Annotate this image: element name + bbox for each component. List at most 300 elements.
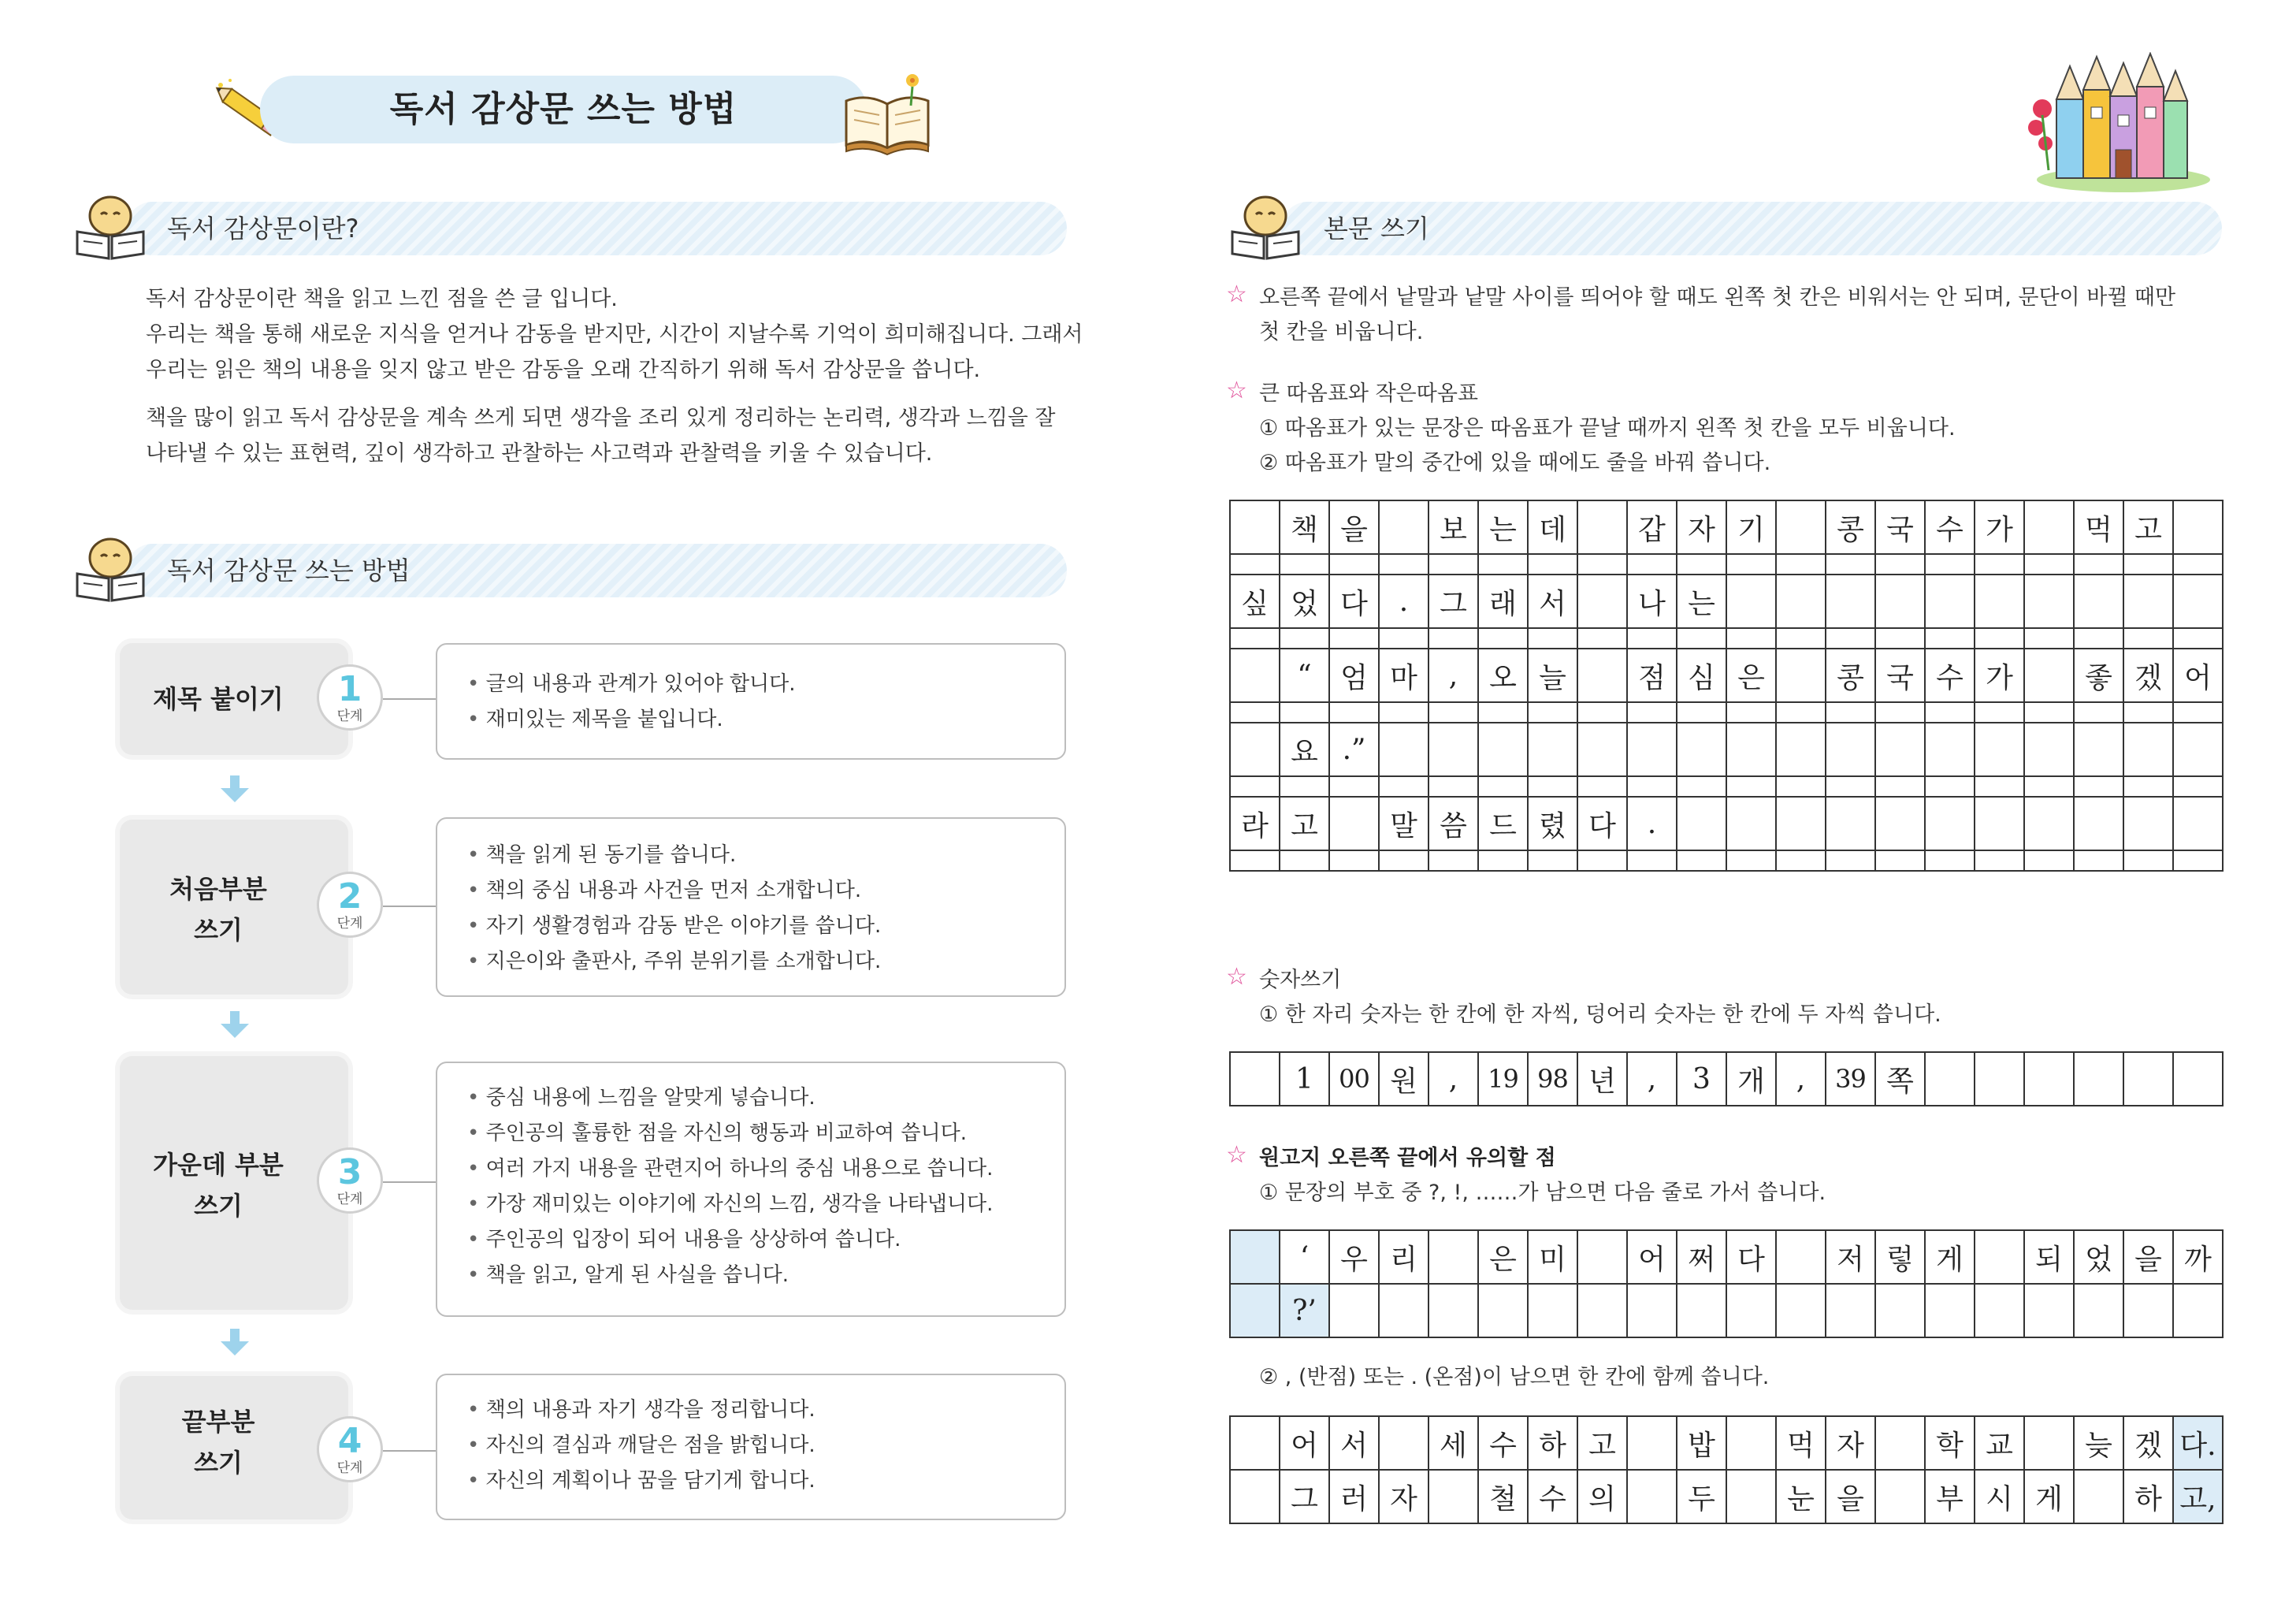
list-item: • 가장 재미있는 이야기에 자신의 느낌, 생각을 나타냅니다. — [467, 1187, 1064, 1222]
grid-cell — [2173, 723, 2223, 776]
grid-spacer-cell — [1677, 628, 1726, 649]
grid-cell — [1826, 575, 1875, 628]
arrow-down-icon — [223, 775, 247, 802]
grid-spacer-row — [1230, 850, 2223, 871]
grid-cell — [1379, 723, 1428, 776]
grid-spacer-cell — [1428, 702, 1478, 723]
grid-cell: 겠 — [2123, 1416, 2173, 1470]
grid-cell — [2074, 797, 2123, 850]
grid-cell: ?’ — [1280, 1284, 1329, 1337]
grid-cell — [2024, 1052, 2074, 1106]
grid-cell: 는 — [1677, 575, 1726, 628]
grid-spacer-cell — [2123, 628, 2173, 649]
grid-spacer-cell — [1677, 850, 1726, 871]
grid-cell: , — [1627, 1052, 1677, 1106]
grid-cell: 수 — [1478, 1416, 1528, 1470]
grid-spacer-cell — [1975, 850, 2024, 871]
grid-cell — [2123, 1284, 2173, 1337]
grid-cell — [1776, 797, 1826, 850]
grid-spacer-cell — [1329, 850, 1379, 871]
step-unit-label: 단계 — [336, 1460, 363, 1476]
grid-spacer-cell — [2123, 776, 2173, 797]
list-item: • 글의 내용과 관계가 있어야 합니다. — [467, 667, 1064, 702]
grid-cell — [1577, 723, 1627, 776]
grid-cell: 그 — [1428, 575, 1478, 628]
grid-spacer-row — [1230, 702, 2223, 723]
grid-cell: 래 — [1478, 575, 1528, 628]
grid-cell: 드 — [1478, 797, 1528, 850]
grid-spacer-cell — [1230, 628, 1280, 649]
rule-2-title: 큰 따옴표와 작은따옴표 — [1259, 381, 1478, 406]
grid-cell: 고 — [1577, 1416, 1627, 1470]
grid-cell: 00 — [1329, 1052, 1379, 1106]
grid-spacer-cell — [1925, 850, 1975, 871]
grid-cell: 서 — [1528, 575, 1577, 628]
grid-spacer-cell — [1528, 628, 1577, 649]
grid-cell — [1875, 1416, 1925, 1470]
grid-cell — [1726, 1470, 1776, 1523]
grid-cell: 콩 — [1826, 649, 1875, 702]
grid-spacer-cell — [1329, 628, 1379, 649]
grid-spacer-cell — [1975, 776, 2024, 797]
grid-cell: 라 — [1230, 797, 1280, 850]
grid-spacer-cell — [1329, 776, 1379, 797]
grid-cell: 하 — [1528, 1416, 1577, 1470]
grid-cell: 세 — [1428, 1416, 1478, 1470]
grid-cell — [1230, 500, 1280, 554]
grid-cell: 1 — [1280, 1052, 1329, 1106]
step-1-number: 1 — [337, 669, 362, 709]
list-item: • 중심 내용에 느낌을 알맞게 넣습니다. — [467, 1080, 1064, 1116]
step-4-description — [436, 1374, 1066, 1520]
grid-cell: 심 — [1677, 649, 1726, 702]
grid-cell — [1726, 1284, 1776, 1337]
grid-cell: . — [1627, 797, 1677, 850]
grid-cell — [1925, 797, 1975, 850]
grid-cell: 어 — [1627, 1230, 1677, 1284]
grid-row — [1230, 649, 2223, 702]
manuscript-grid-punctuation — [1229, 1229, 2224, 1338]
section-title-body: 본문 쓰기 — [1324, 214, 1429, 244]
grid-cell: 수 — [1925, 500, 1975, 554]
grid-cell: 서 — [1329, 1416, 1379, 1470]
grid-spacer-cell — [2024, 628, 2074, 649]
grid-cell: 교 — [1975, 1416, 2024, 1470]
open-book-icon — [840, 69, 934, 156]
grid-cell — [1230, 1470, 1280, 1523]
grid-spacer-cell — [1329, 554, 1379, 575]
step-unit-label: 단계 — [336, 916, 363, 932]
grid-spacer-cell — [1925, 702, 1975, 723]
rule-3-title: 숫자쓰기 — [1259, 968, 1342, 992]
grid-cell: 다 — [1577, 797, 1627, 850]
grid-cell: 하 — [2123, 1470, 2173, 1523]
grid-spacer-cell — [1379, 850, 1428, 871]
grid-cell: 는 — [1478, 500, 1528, 554]
star-icon: ☆ — [1226, 281, 1247, 308]
grid-spacer-cell — [2173, 702, 2223, 723]
grid-cell: 년 — [1577, 1052, 1627, 1106]
step-3-badge — [317, 1147, 383, 1214]
grid-cell: 었 — [1280, 575, 1329, 628]
grid-cell: 은 — [1478, 1230, 1528, 1284]
grid-cell — [1478, 1284, 1528, 1337]
step-3-label-line1: 가운데 부분 — [153, 1150, 284, 1180]
grid-cell — [1975, 797, 2024, 850]
grid-cell: 갑 — [1627, 500, 1677, 554]
grid-spacer-cell — [1280, 776, 1329, 797]
rule-2-sub-1: ① 따옴표가 있는 문장은 따옴표가 끝날 때까지 왼쪽 첫 칸을 모두 비웁니다. — [1259, 416, 1956, 441]
grid-spacer-cell — [1379, 702, 1428, 723]
grid-cell — [1329, 1284, 1379, 1337]
grid-cell — [1975, 1230, 2024, 1284]
grid-cell: 부 — [1925, 1470, 1975, 1523]
grid-cell — [1329, 797, 1379, 850]
grid-row — [1230, 1052, 2223, 1106]
grid-spacer-cell — [1379, 554, 1428, 575]
section-title-what-is: 독서 감상문이란? — [167, 214, 359, 244]
grid-spacer-cell — [1230, 702, 1280, 723]
grid-spacer-cell — [2024, 702, 2074, 723]
grid-spacer-cell — [2074, 776, 2123, 797]
grid-spacer-cell — [1677, 554, 1726, 575]
grid-cell: 렸 — [1528, 797, 1577, 850]
grid-cell: 다 — [1329, 575, 1379, 628]
grid-spacer-cell — [2024, 554, 2074, 575]
grid-spacer-cell — [1776, 702, 1826, 723]
grid-cell — [1677, 797, 1726, 850]
grid-spacer-cell — [1627, 628, 1677, 649]
grid-row — [1230, 723, 2223, 776]
grid-spacer-cell — [2123, 850, 2173, 871]
manuscript-grid-quotes — [1229, 500, 2224, 872]
grid-cell: 자 — [1677, 500, 1726, 554]
grid-cell — [1379, 500, 1428, 554]
step-unit-label: 단계 — [336, 1192, 363, 1207]
grid-row — [1230, 1284, 2223, 1337]
step-4-label-line1: 끝부분 — [181, 1407, 255, 1437]
grid-cell: “ — [1280, 649, 1329, 702]
grid-spacer-cell — [1478, 702, 1528, 723]
grid-cell — [1776, 1230, 1826, 1284]
grid-cell: 게 — [1925, 1230, 1975, 1284]
grid-spacer-cell — [1329, 702, 1379, 723]
reading-character-icon — [1228, 189, 1303, 262]
step-connector — [383, 1181, 436, 1183]
grid-spacer-cell — [1726, 850, 1776, 871]
grid-cell — [2074, 1052, 2123, 1106]
grid-spacer-cell — [1627, 850, 1677, 871]
grid-cell — [1726, 723, 1776, 776]
grid-spacer-cell — [1975, 702, 2024, 723]
grid-spacer-cell — [1776, 850, 1826, 871]
rule-4-title: 원고지 오른쪽 끝에서 유의할 점 — [1259, 1146, 1556, 1170]
grid-cell: 오 — [1478, 649, 1528, 702]
intro-line-2: 우리는 책을 통해 새로운 지식을 얻거나 감동을 받지만, 시간이 지날수록 기억이 희미해집니다. 그래서 — [146, 322, 1083, 347]
grid-spacer-cell — [1577, 554, 1627, 575]
arrow-down-icon — [223, 1011, 247, 1038]
step-2-label-line2: 쓰기 — [194, 915, 243, 945]
grid-cell: 겠 — [2123, 649, 2173, 702]
grid-cell: 먹 — [2074, 500, 2123, 554]
step-4-badge — [317, 1416, 383, 1482]
grid-cell — [1627, 1416, 1677, 1470]
grid-cell — [1975, 1284, 2024, 1337]
rule-4-sub-2: ② , (반점) 또는 . (온점)이 남으면 한 칸에 함께 씁니다. — [1259, 1365, 1770, 1389]
step-4-number: 4 — [337, 1421, 362, 1461]
grid-cell — [1230, 1052, 1280, 1106]
grid-cell: 말 — [1379, 797, 1428, 850]
grid-cell: 보 — [1428, 500, 1478, 554]
grid-spacer-cell — [1826, 850, 1875, 871]
rule-4-sub-1: ① 문장의 부호 중 ?, !, ……가 남으면 다음 줄로 가서 씁니다. — [1259, 1181, 1826, 1205]
grid-spacer-cell — [2123, 702, 2173, 723]
grid-cell — [2123, 575, 2173, 628]
grid-cell — [1577, 575, 1627, 628]
grid-spacer-cell — [1379, 628, 1428, 649]
grid-cell: 자 — [1379, 1470, 1428, 1523]
grid-spacer-cell — [1528, 554, 1577, 575]
step-3-label-line2: 쓰기 — [194, 1191, 243, 1221]
grid-spacer-cell — [1577, 702, 1627, 723]
grid-spacer-cell — [1577, 776, 1627, 797]
intro-line-3: 우리는 읽은 책의 내용을 잊지 않고 받은 감동을 오래 간직하기 위해 독서 감상문을 씁니다. — [146, 358, 981, 382]
grid-spacer-cell — [1875, 628, 1925, 649]
grid-cell — [1230, 1284, 1280, 1337]
grid-cell — [2074, 1470, 2123, 1523]
grid-cell — [1726, 1416, 1776, 1470]
grid-cell: , — [1428, 1052, 1478, 1106]
grid-cell — [1677, 723, 1726, 776]
grid-cell: 어 — [1280, 1416, 1329, 1470]
grid-cell: 자 — [1826, 1416, 1875, 1470]
grid-cell — [1826, 797, 1875, 850]
grid-cell: 나 — [1627, 575, 1677, 628]
grid-spacer-cell — [1826, 554, 1875, 575]
grid-cell: 철 — [1478, 1470, 1528, 1523]
grid-cell — [1975, 1052, 2024, 1106]
step-connector — [383, 698, 436, 700]
grid-cell — [1776, 649, 1826, 702]
grid-cell: 점 — [1627, 649, 1677, 702]
grid-spacer-cell — [1875, 776, 1925, 797]
grid-cell: 가 — [1975, 500, 2024, 554]
grid-spacer-cell — [1875, 850, 1925, 871]
grid-spacer-cell — [1677, 776, 1726, 797]
step-1-description — [436, 643, 1066, 760]
pencil-house-illustration — [2025, 52, 2222, 194]
grid-spacer-row — [1230, 628, 2223, 649]
grid-cell — [2074, 1284, 2123, 1337]
grid-cell — [1925, 723, 1975, 776]
grid-cell: 어 — [2173, 649, 2223, 702]
grid-cell: 원 — [1379, 1052, 1428, 1106]
grid-spacer-cell — [1627, 776, 1677, 797]
grid-cell: 요 — [1280, 723, 1329, 776]
grid-spacer-cell — [2173, 850, 2223, 871]
rule-1-line-2: 첫 칸을 비웁니다. — [1259, 320, 1424, 344]
grid-cell: 기 — [1726, 500, 1776, 554]
grid-cell: 다. — [2173, 1416, 2223, 1470]
grid-cell — [1230, 1230, 1280, 1284]
list-item: • 재미있는 제목을 붙입니다. — [467, 702, 1064, 738]
star-icon: ☆ — [1226, 963, 1247, 991]
grid-cell — [1428, 1470, 1478, 1523]
grid-cell — [2024, 649, 2074, 702]
grid-cell — [1776, 575, 1826, 628]
grid-cell: 러 — [1329, 1470, 1379, 1523]
grid-cell — [2024, 797, 2074, 850]
grid-spacer-cell — [1230, 776, 1280, 797]
grid-cell — [1726, 575, 1776, 628]
grid-cell — [1577, 1284, 1627, 1337]
grid-cell: 눈 — [1776, 1470, 1826, 1523]
grid-cell — [1428, 723, 1478, 776]
star-icon: ☆ — [1226, 377, 1247, 404]
grid-cell: 국 — [1875, 500, 1925, 554]
grid-spacer-cell — [1428, 628, 1478, 649]
step-3-description — [436, 1062, 1066, 1317]
grid-cell — [1975, 723, 2024, 776]
list-item: • 자기 생활경험과 감동 받은 이야기를 씁니다. — [467, 909, 1064, 944]
grid-cell — [2123, 723, 2173, 776]
grid-cell — [1925, 1052, 1975, 1106]
grid-cell: 씀 — [1428, 797, 1478, 850]
grid-spacer-cell — [1726, 702, 1776, 723]
grid-spacer-cell — [1875, 554, 1925, 575]
grid-cell — [2173, 1052, 2223, 1106]
grid-spacer-cell — [1379, 776, 1428, 797]
grid-spacer-cell — [1478, 850, 1528, 871]
grid-spacer-cell — [1975, 554, 2024, 575]
rule-1-line-1: 오른쪽 끝에서 낱말과 낱말 사이를 띄어야 할 때도 왼쪽 첫 칸은 비워서는 안 되며, 문단이 바뀔 때만 — [1259, 285, 2176, 310]
grid-cell: 엄 — [1329, 649, 1379, 702]
grid-spacer-cell — [1925, 554, 1975, 575]
step-unit-label: 단계 — [336, 708, 363, 724]
list-item: • 자신의 결심과 깨달은 점을 밝힙니다. — [467, 1428, 1064, 1463]
grid-spacer-cell — [2074, 554, 2123, 575]
grid-spacer-cell — [2024, 776, 2074, 797]
grid-cell: 되 — [2024, 1230, 2074, 1284]
grid-cell — [1428, 1230, 1478, 1284]
list-item: • 책을 읽고, 알게 된 사실을 씁니다. — [467, 1258, 1064, 1293]
grid-spacer-cell — [2074, 628, 2123, 649]
step-2-badge — [317, 872, 383, 938]
grid-spacer-row — [1230, 554, 2223, 575]
grid-cell — [2024, 1284, 2074, 1337]
grid-cell — [2074, 723, 2123, 776]
list-item: • 책의 내용과 자기 생각을 정리합니다. — [467, 1393, 1064, 1428]
grid-spacer-cell — [1528, 776, 1577, 797]
grid-spacer-cell — [1230, 850, 1280, 871]
grid-cell: 쪽 — [1875, 1052, 1925, 1106]
grid-spacer-cell — [1577, 628, 1627, 649]
grid-spacer-cell — [1528, 702, 1577, 723]
grid-cell: 학 — [1925, 1416, 1975, 1470]
grid-spacer-cell — [1478, 554, 1528, 575]
grid-cell — [1975, 575, 2024, 628]
grid-cell: 저 — [1826, 1230, 1875, 1284]
grid-spacer-row — [1230, 776, 2223, 797]
grid-cell: , — [1776, 1052, 1826, 1106]
grid-cell — [1428, 1284, 1478, 1337]
grid-cell: 그 — [1280, 1470, 1329, 1523]
grid-cell: 고 — [2123, 500, 2173, 554]
grid-cell: 다 — [1726, 1230, 1776, 1284]
grid-spacer-cell — [1776, 628, 1826, 649]
grid-spacer-cell — [1925, 776, 1975, 797]
grid-spacer-cell — [1975, 628, 2024, 649]
grid-cell: 두 — [1677, 1470, 1726, 1523]
grid-spacer-cell — [1627, 554, 1677, 575]
grid-cell: 98 — [1528, 1052, 1577, 1106]
grid-cell — [2173, 1284, 2223, 1337]
grid-cell — [1577, 649, 1627, 702]
grid-spacer-cell — [1726, 776, 1776, 797]
grid-cell — [1776, 500, 1826, 554]
grid-cell: 19 — [1478, 1052, 1528, 1106]
grid-cell — [1875, 723, 1925, 776]
grid-cell — [1925, 575, 1975, 628]
grid-cell: 을 — [1826, 1470, 1875, 1523]
grid-cell — [1875, 797, 1925, 850]
rule-3-sub-1: ① 한 자리 숫자는 한 칸에 한 자씩, 덩어리 숫자는 한 칸에 두 자씩 씁니다. — [1259, 1002, 1941, 1027]
step-connector — [383, 1450, 436, 1452]
grid-spacer-cell — [1428, 850, 1478, 871]
list-item: • 자신의 계획이나 꿈을 담기게 합니다. — [467, 1463, 1064, 1499]
grid-spacer-cell — [2173, 554, 2223, 575]
grid-cell: 3 — [1677, 1052, 1726, 1106]
grid-cell: 렇 — [1875, 1230, 1925, 1284]
page-title: 독서 감상문 쓰는 방법 — [389, 89, 737, 129]
grid-spacer-cell — [1478, 776, 1528, 797]
grid-cell — [1875, 575, 1925, 628]
grid-cell: 39 — [1826, 1052, 1875, 1106]
grid-spacer-cell — [2074, 850, 2123, 871]
grid-spacer-cell — [2074, 702, 2123, 723]
arrow-down-icon — [223, 1329, 247, 1356]
intro-line-4: 책을 많이 읽고 독서 감상문을 계속 쓰게 되면 생각을 조리 있게 정리하는 논리력, 생각과 느낌을 잘 — [146, 406, 1056, 430]
grid-row — [1230, 500, 2223, 554]
grid-cell: 늦 — [2074, 1416, 2123, 1470]
grid-spacer-cell — [1826, 776, 1875, 797]
grid-row — [1230, 575, 2223, 628]
grid-spacer-cell — [2173, 628, 2223, 649]
grid-spacer-cell — [1478, 628, 1528, 649]
grid-cell — [1627, 1284, 1677, 1337]
grid-cell — [1230, 1416, 1280, 1470]
grid-cell: 수 — [1528, 1470, 1577, 1523]
grid-cell — [1776, 1284, 1826, 1337]
step-2-label-line1: 처음부분 — [169, 874, 267, 904]
manuscript-grid-numbers — [1229, 1051, 2224, 1106]
grid-cell — [1875, 1470, 1925, 1523]
grid-cell — [1577, 500, 1627, 554]
list-item: • 지은이와 출판사, 주위 분위기를 소개합니다. — [467, 944, 1064, 980]
rule-2-sub-2: ② 따옴표가 말의 중간에 있을 때에도 줄을 바꿔 씁니다. — [1259, 451, 1771, 475]
step-4-label-line2: 쓰기 — [194, 1448, 243, 1478]
step-1-badge — [317, 664, 383, 731]
grid-cell: ‘ — [1280, 1230, 1329, 1284]
step-2-description — [436, 817, 1066, 997]
reading-character-icon — [72, 531, 148, 604]
grid-spacer-cell — [1280, 554, 1329, 575]
grid-cell — [1577, 1230, 1627, 1284]
grid-cell — [1677, 1284, 1726, 1337]
list-item: • 여러 가지 내용을 관련지어 하나의 중심 내용으로 씁니다. — [467, 1151, 1064, 1187]
grid-cell — [1230, 649, 1280, 702]
star-icon: ☆ — [1226, 1141, 1247, 1169]
